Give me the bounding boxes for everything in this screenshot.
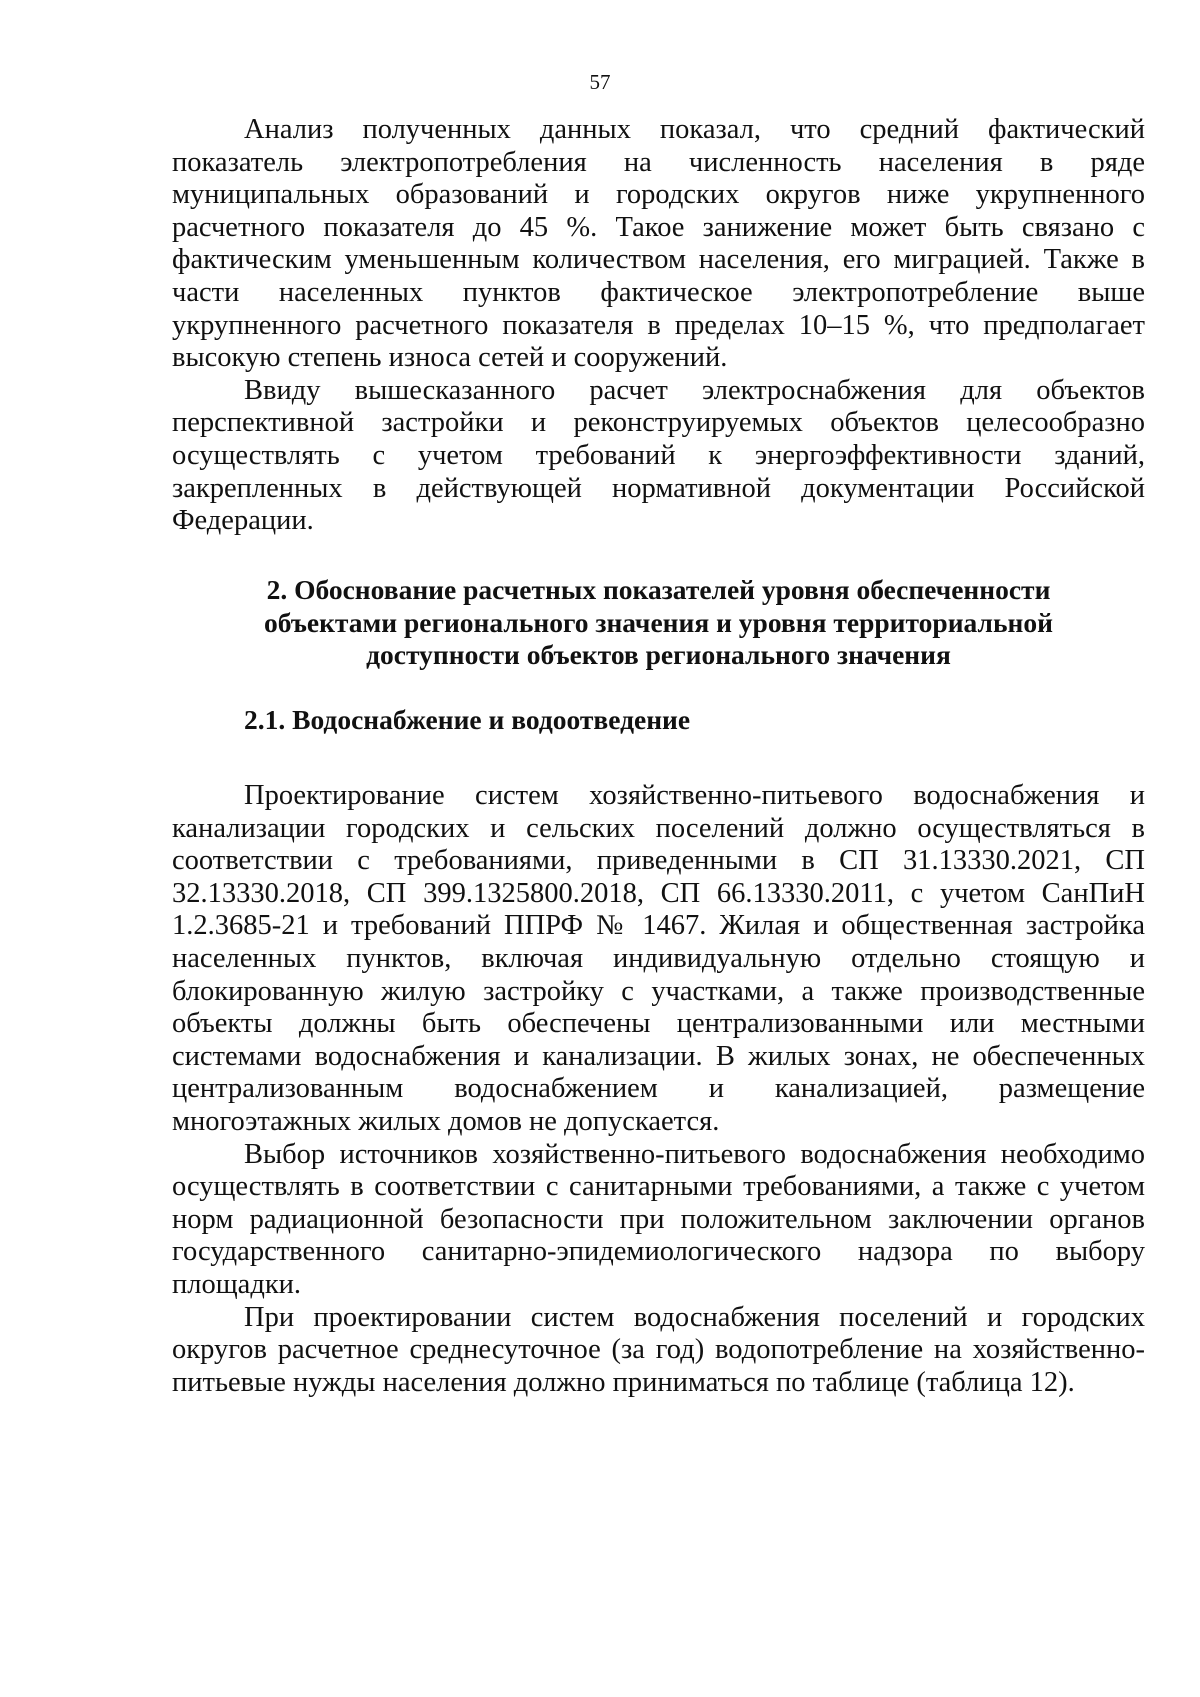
paragraph-electricity-analysis: Анализ полученных данных показал, что средний фактический показатель электропотребления на численность населения в ряде муниципальных образований и городских округов ниже укрупненного расчетного показателя до 45 %. Такое занижение может быть связано с фактическим уменьшенным количеством населения, его миграцией. Также в части населенных пунктов фактическое электропотребление выше укрупненного расчетного показателя в пределах 10–15 %, что предполагает высокую степень износа сетей и сооружений. [172, 114, 1145, 374]
water-supply-text-block [172, 780, 1145, 1399]
intro-text-block [172, 114, 1145, 538]
subsection-heading: 2.1. Водоснабжение и водоотведение [244, 704, 691, 735]
paragraph-water-sources: Выбор источников хозяйственно-питьевого водоснабжения необходимо осуществлять в соответствии с санитарными требованиями, а также с учетом норм радиационной безопасности при положительном заключении органов государственного санитарно-эпидемиологического надзора по выбору площадки. [172, 1138, 1145, 1300]
paragraph-electricity-calculation: Ввиду вышесказанного расчет электроснабжения для объектов перспективной застройки и реконструируемых объектов целесообразно осуществлять с учетом требований к энергоэффективности зданий, закрепленных в действующей нормативной документации Российской Федерации. [172, 374, 1145, 537]
section-heading-line: доступности объектов регионального значения [366, 639, 951, 670]
section-heading-line: 2. Обоснование расчетных показателей уровня обеспеченности [266, 574, 1051, 605]
section-heading [172, 574, 1145, 672]
paragraph-water-consumption: При проектировании систем водоснабжения поселений и городских округов расчетное среднесуточное (за год) водопотребление на хозяйственно-питьевые нужды населения должно приниматься по таблице (таблица 12). [172, 1301, 1145, 1398]
section-heading-line: объектами регионального значения и уровня территориальной [264, 606, 1053, 638]
paragraph-water-design: Проектирование систем хозяйственно-питьевого водоснабжения и канализации городских и сельских поселений должно осуществляться в соответствии с требованиями, приведенными в СП 31.13330.2021, СП 32.13330.2018, СП 399.1325800.2018, СП 66.13330.2011, с учетом СанПиН 1.2.3685-21 и требований ППРФ № 1467. Жилая и общественная застройка населенных пунктов, включая индивидуальную отдельно стоящую и блокированную жилую застройку с участками, а также производственные объекты должны быть обеспечены централизованными или местными системами водоснабжения и канализации. В жилых зонах, не обеспеченных централизованным водоснабжением и канализацией, размещение многоэтажных жилых домов не допускается. [172, 780, 1145, 1137]
page-number: 57 [589, 70, 611, 94]
